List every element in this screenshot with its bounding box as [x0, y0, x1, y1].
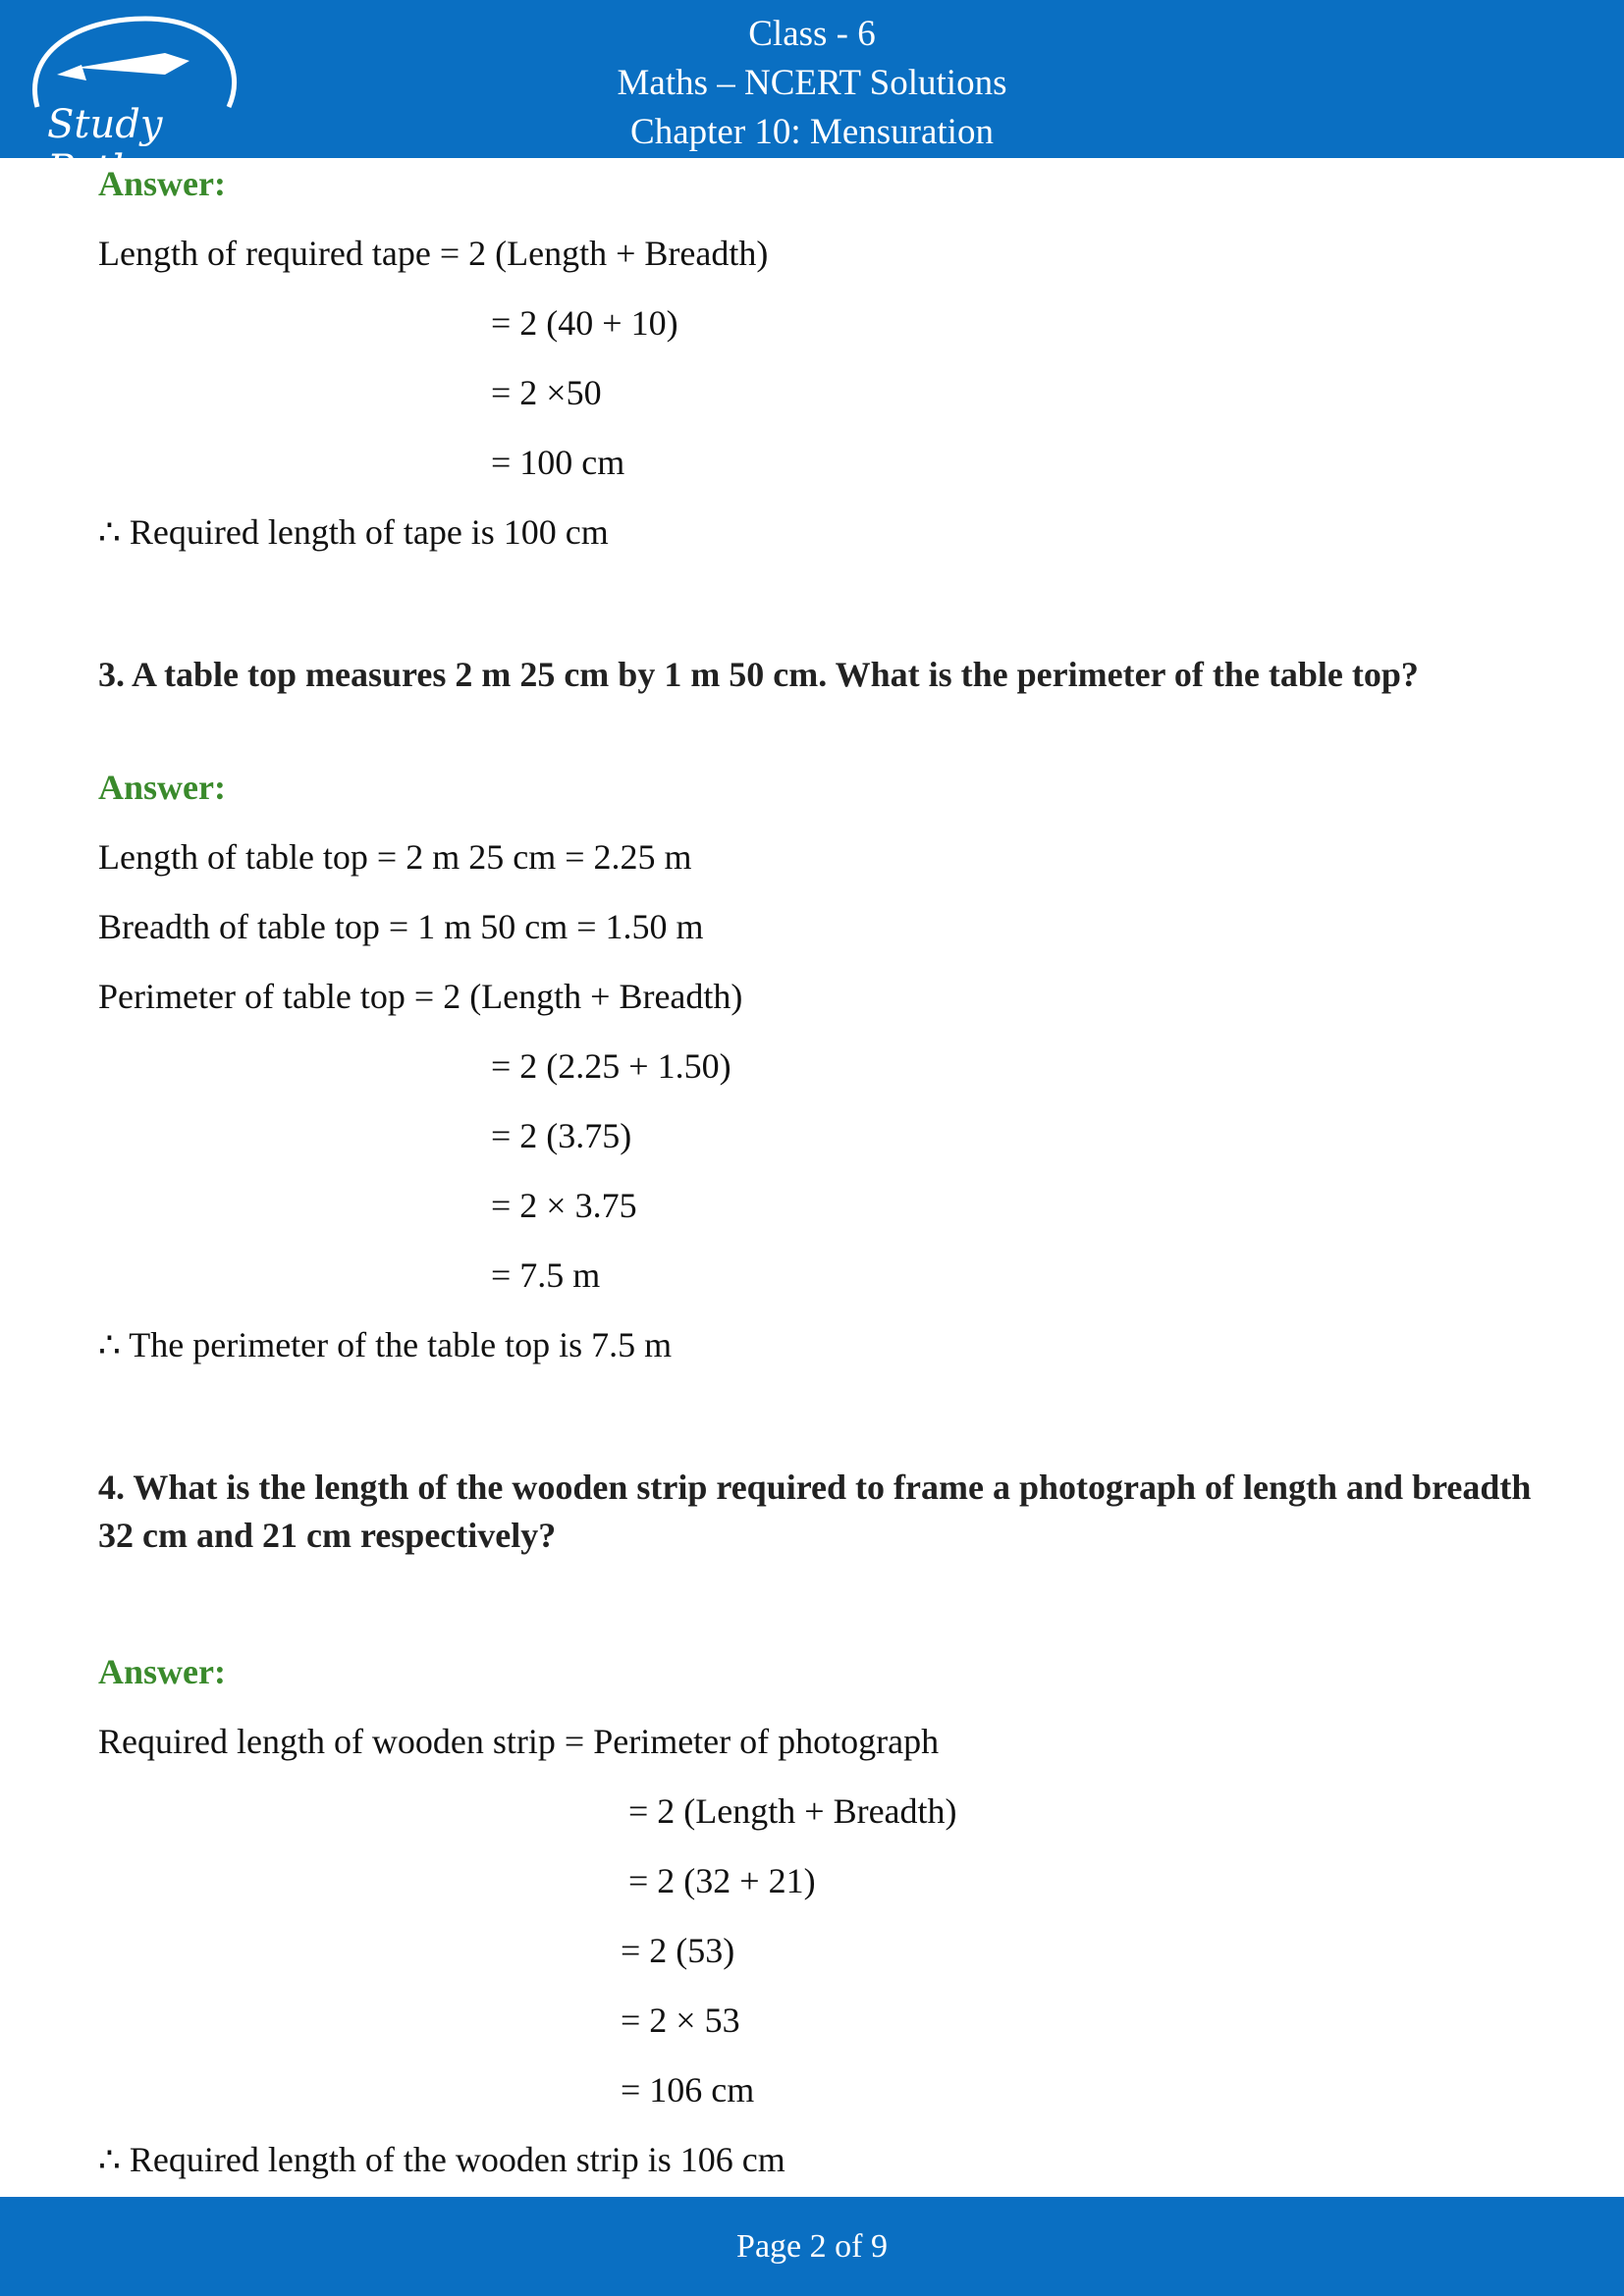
solution-line: = 2 (2.25 + 1.50)	[491, 1046, 731, 1086]
solution-conclusion: ∴ The perimeter of the table top is 7.5 m	[98, 1325, 673, 1364]
header-class: Class - 6	[748, 14, 876, 54]
solution-line: = 106 cm	[621, 2070, 755, 2109]
solution-line: = 2 (32 + 21)	[628, 1861, 816, 1900]
header-chapter: Chapter 10: Mensuration	[630, 112, 994, 152]
page-footer	[0, 2197, 1624, 2296]
solution-line: = 2 (40 + 10)	[491, 303, 678, 343]
answer-label: Answer:	[98, 768, 226, 807]
solution-line: = 2 (3.75)	[491, 1116, 632, 1155]
question-4: 4. What is the length of the wooden strip required to frame a photograph of length and breadth 32 cm and 21 cm respectively?	[98, 1468, 1532, 1555]
solution-line: = 2 × 53	[621, 2001, 740, 2040]
solution-line: Length of table top = 2 m 25 cm = 2.25 m	[98, 837, 692, 877]
solution-line: Breadth of table top = 1 m 50 cm = 1.50 m	[98, 907, 704, 946]
logo-text: Study Path	[47, 102, 163, 192]
solution-line: = 2 (Length + Breadth)	[628, 1791, 957, 1831]
page-number: Page 2 of 9	[736, 2228, 888, 2265]
solution-line: = 2 (53)	[621, 1931, 735, 1970]
solution-line: Required length of wooden strip = Perimeter of photograph	[98, 1722, 940, 1761]
solution-conclusion: ∴ Required length of tape is 100 cm	[98, 512, 609, 552]
question-3: 3. A table top measures 2 m 25 cm by 1 m 50 cm. What is the perimeter of the table top?	[98, 655, 1419, 694]
solution-conclusion: ∴ Required length of the wooden strip is 106 cm	[98, 2140, 785, 2179]
answer-label: Answer:	[98, 1652, 226, 1691]
solution-line: = 7.5 m	[491, 1255, 601, 1295]
header-subject: Maths – NCERT Solutions	[617, 63, 1007, 103]
solution-line: = 2 ×50	[491, 373, 602, 412]
solution-line: Perimeter of table top = 2 (Length + Breadth)	[98, 977, 743, 1016]
solution-line: = 100 cm	[491, 443, 625, 482]
solution-line: Length of required tape = 2 (Length + Breadth)	[98, 234, 769, 273]
answer-label: Answer:	[98, 164, 226, 203]
solution-line: = 2 × 3.75	[491, 1186, 637, 1225]
